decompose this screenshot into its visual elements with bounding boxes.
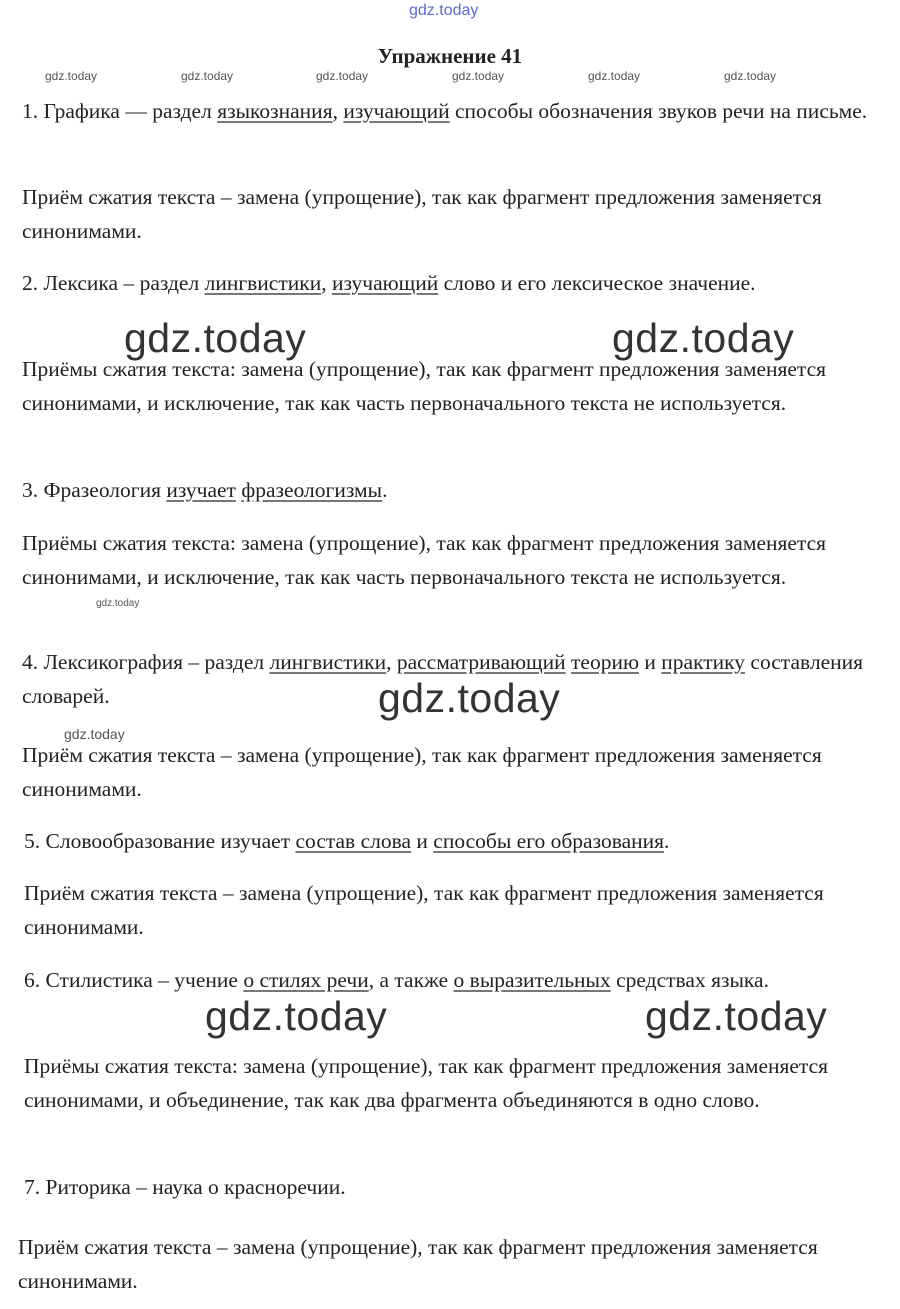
item-3-technique: Приёмы сжатия текста: замена (упрощение), так как фрагмент предложения заменяется синонимами, и исключение, так как часть первоначального текста не используется. [22,531,827,589]
text-segment: 5. Словообразование изучает [24,829,296,853]
underlined-term: о стилях речи [243,968,369,992]
text-segment: . [382,478,388,502]
item-2-definition [22,266,882,300]
underlined-term: языкознания [217,99,333,123]
item-5-technique: Приём сжатия текста – замена (упрощение), так как фрагмент предложения заменяется синонимами. [24,881,824,939]
item-1-definition [22,94,882,128]
text-segment: , [321,271,332,295]
text-segment: способы обозначения звуков речи на письме. [449,99,868,123]
item-6-definition [24,963,884,997]
text-segment: 4. Лексикография – раздел [22,650,270,674]
watermark-small: gdz.today [724,69,777,83]
text-segment: средствах языка. [610,968,769,992]
underlined-term: изучающий [331,271,439,295]
watermark-top: gdz.today [409,2,479,19]
item-3-definition [22,473,882,507]
underlined-term: изучает [166,478,236,502]
text-segment: , [386,650,397,674]
text-segment: и [411,829,434,853]
text-segment: 1. Графика — раздел [22,99,218,123]
watermark-large: gdz.today [124,315,307,361]
watermark-small: gdz.today [452,69,505,83]
page-title: Упражнение 41 [377,44,523,68]
text-segment: , а также [368,968,454,992]
watermark-small: gdz.today [96,598,140,609]
text-segment: слово и его лексическое значение. [438,271,756,295]
item-7-definition [24,1170,884,1204]
underlined-term: лингвистики [269,650,387,674]
underlined-term: лингвистики [204,271,322,295]
underlined-term: о выразительных [453,968,611,992]
text-segment: 6. Стилистика – учение [24,968,244,992]
underlined-term: рассматривающий [396,650,566,674]
text-segment: 2. Лексика – раздел [22,271,205,295]
watermark-small: gdz.today [45,69,98,83]
watermark-large: gdz.today [645,993,828,1039]
text-segment: , [332,99,344,123]
text-segment: составления словарей. [22,650,864,708]
underlined-term: состав слова [295,829,412,853]
watermark-small: gdz.today [181,69,234,83]
underlined-term: фразеологизмы [241,478,383,502]
watermark-large: gdz.today [612,315,795,361]
underlined-term: практику [661,650,746,674]
underlined-term: способы его образования [433,829,665,853]
item-6-technique: Приёмы сжатия текста: замена (упрощение), так как фрагмент предложения заменяется синонимами, и объединение, так как два фрагмента объединяются в одно слово. [24,1054,829,1112]
underlined-term: теорию [571,650,640,674]
text-segment: и [639,650,662,674]
watermark-small: gdz.today [588,69,641,83]
watermark-large: gdz.today [378,675,561,721]
text-segment: . [664,829,670,853]
item-5-definition [24,824,884,858]
item-4-technique: Приём сжатия текста – замена (упрощение), так как фрагмент предложения заменяется синонимами. [22,743,822,801]
item-7-technique: Приём сжатия текста – замена (упрощение), так как фрагмент предложения заменяется синонимами. [18,1235,818,1293]
text-segment: 3. Фразеология [22,478,167,502]
underlined-term: изучающий [343,99,450,123]
text-segment: 7. Риторика – наука о красноречии. [24,1175,346,1199]
item-1-technique: Приём сжатия текста – замена (упрощение), так как фрагмент предложения заменяется синонимами. [22,185,822,243]
watermark-small: gdz.today [64,726,125,742]
item-2-technique: Приёмы сжатия текста: замена (упрощение), так как фрагмент предложения заменяется синонимами, и исключение, так как часть первоначального текста не используется. [22,357,827,415]
watermark-large: gdz.today [205,993,388,1039]
watermark-small: gdz.today [316,69,369,83]
